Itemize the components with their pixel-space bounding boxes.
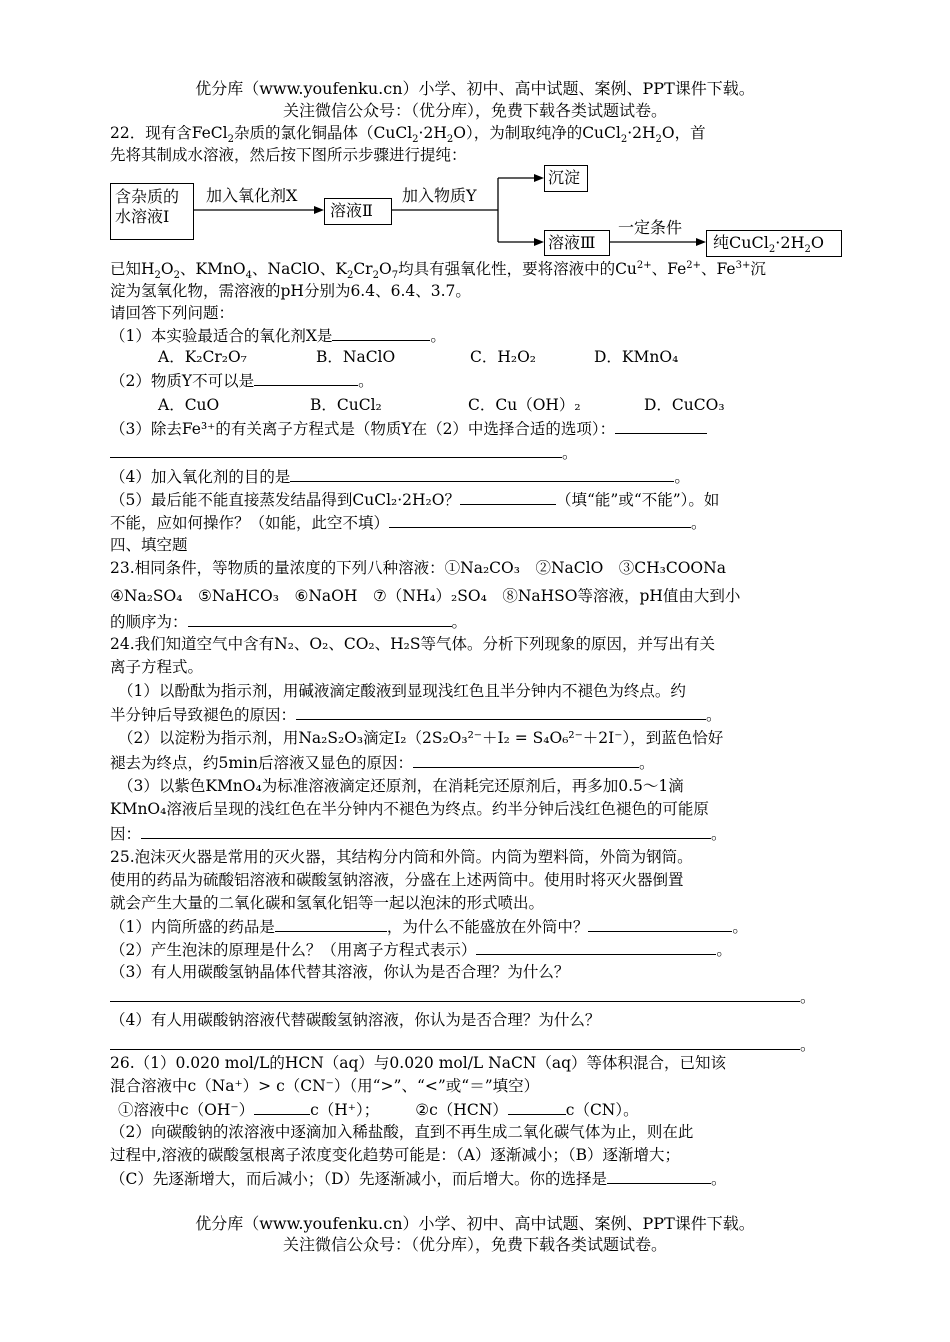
answer-blank[interactable]	[389, 512, 691, 528]
arrow-1-label: 加入氧化剂X	[206, 186, 298, 205]
flow-box-impure-solution: 含杂质的 水溶液Ⅰ	[110, 183, 194, 240]
answer-blank[interactable]	[607, 1168, 711, 1184]
answer-blank[interactable]	[254, 1099, 310, 1115]
q24-part-3-cont-2: 因： 。	[110, 825, 727, 843]
q25-part-3: （3）有人用碳酸氢钠晶体代替其溶液，你认为是否合理？为什么？	[110, 963, 570, 981]
q25-line-2: 使用的药品为硫酸铝溶液和碳酸氢钠溶液，分盛在上述两筒中。使用时将灭火器倒置	[110, 871, 684, 889]
answer-blank[interactable]	[460, 489, 556, 505]
arrow-up-head	[534, 174, 544, 182]
answer-blank[interactable]	[110, 1034, 800, 1050]
q22-part-3-cont: 。	[110, 442, 578, 463]
q26-line-1: 26.（1）0.020 mol/L的HCN（aq）与0.020 mol/L NaCN（aq）等体积混合，已知该	[110, 1054, 727, 1072]
arrow-3-label: 一定条件	[618, 218, 683, 237]
header-line-1: 优分库（www.youfenku.cn）小学、初中、高中试题、案例、PPT课件下载。	[195, 79, 755, 98]
answer-blank[interactable]	[615, 418, 707, 434]
q22-part-5-cont: 不能，应如何操作？（如能，此空不填） 。	[110, 514, 707, 532]
answer-blank[interactable]	[141, 823, 711, 839]
q22-answer-prompt: 请回答下列问题：	[110, 304, 235, 322]
footer-line-2: 关注微信公众号：（优分库），免费下载各类试题试卷。	[282, 1235, 667, 1254]
q24-line-1: 24.我们知道空气中含有N₂、O₂、CO₂、H₂S等气体。分析下列现象的原因，并写出有关	[110, 635, 715, 653]
arrow-1-head	[314, 206, 324, 214]
q22-known-line-1: 已知$H_2O_2$、KMnO$_4$、NaClO、$K_2Cr_2O_7$均具有强氧化性，要将溶液中的$Cu^{2+}$、$Fe^{2+}$、$Fe^{3+}$沉	[110, 259, 766, 282]
section-title: 四、填空题	[110, 536, 188, 554]
arrow-2-label: 加入物质Y	[402, 186, 477, 205]
q23-line-2: ④Na₂SO₄ ⑤NaHCO₃ ⑥NaOH ⑦（NH₄）₂SO₄ ⑧NaHSO等溶液，pH值由大到小	[110, 587, 741, 605]
q25-part-4: （4）有人用碳酸钠溶液代替碳酸氢钠溶液，你认为是否合理？为什么？	[110, 1011, 601, 1029]
q24-part-1: （1）以酚酞为指示剂，用碱液滴定酸液到显现浅红色且半分钟内不褪色为终点。约	[118, 682, 686, 700]
footer-line-1: 优分库（www.youfenku.cn）小学、初中、高中试题、案例、PPT课件下载。	[195, 1214, 755, 1233]
answer-blank[interactable]	[188, 611, 452, 627]
q22-part-4: （4）加入氧化剂的目的是 。	[110, 468, 690, 486]
q26-line-3: ①溶液中c（OH⁻） c（H⁺）； ②c（HCN） c（CN）。	[118, 1101, 639, 1119]
q26-line-2: 混合溶液中c（Na⁺）> c（CN⁻）（用“>”、“<”或“＝”填空）	[110, 1077, 540, 1095]
q25-line-3: 就会产生大量的二氧化碳和氢氧化铝等一起以泡沫的形式喷出。	[110, 894, 545, 912]
q26-part-2: （2）向碳酸钠的浓溶液中逐滴加入稀盐酸，直到不再生成二氧化碳气体为止，则在此	[110, 1123, 694, 1141]
q22-known-line-2: 淀为氢氧化物，需溶液的pH分别为6.4、6.4、3.7。	[110, 282, 471, 300]
answer-blank[interactable]	[110, 442, 562, 458]
arrow-down-head	[534, 238, 544, 246]
flow-box-solution-3: 溶液Ⅲ	[544, 230, 610, 256]
q24-part-3-cont: KMnO₄溶液后呈现的浅红色在半分钟内不褪色为终点。约半分钟后浅红色褪色的可能原	[110, 800, 709, 818]
flow-box-precipitate: 沉淀	[544, 165, 588, 192]
header-line-2: 关注微信公众号：（优分库），免费下载各类试题试卷。	[282, 101, 667, 120]
arrow-3-head	[696, 238, 706, 246]
q22-part-1: （1）本实验最适合的氧化剂X是 。	[110, 327, 446, 345]
q22-part-5: （5）最后能不能直接蒸发结晶得到CuCl₂·2H₂O？ （填“能”或“不能”）。如	[110, 491, 720, 509]
q25-part-3-answer: 。	[110, 986, 816, 1007]
flow-box-solution-2: 溶液Ⅱ	[324, 198, 392, 225]
answer-blank[interactable]	[508, 1099, 566, 1115]
q25-part-1: （1）内筒所盛的药品是 ，为什么不能盛放在外筒中？ 。	[110, 918, 748, 936]
answer-blank[interactable]	[296, 704, 706, 720]
q22-intro-line-1: 22．现有含FeCl$_2$杂质的氯化铜晶体$(CuCl_2\cdot 2H_2O)$，为制取纯净的$CuCl_2\cdot 2H_2O$，首	[110, 124, 706, 146]
answer-blank[interactable]	[110, 986, 800, 1002]
q22-part-3: （3）除去Fe³⁺的有关离子方程式是（物质Y在（2）中选择合适的选项）：	[110, 418, 707, 439]
flow-box-pure-product: 纯$CuCl_2\cdot 2H_2O$	[706, 230, 842, 257]
answer-blank[interactable]	[254, 370, 358, 386]
q24-part-3: （3）以紫色KMnO₄为标准溶液滴定还原剂，在消耗完还原剂后，再多加0.5～1滴	[118, 777, 684, 795]
answer-blank[interactable]	[413, 752, 639, 768]
q26-part-2-cont-2: （C）先逐渐增大，而后减小；（D）先逐渐减小，而后增大。你的选择是 。	[110, 1170, 727, 1188]
answer-blank[interactable]	[290, 466, 674, 482]
q24-line-2: 离子方程式。	[110, 658, 204, 676]
q22-part-2-options: A．CuO B．CuCl₂ C．Cu（OH）₂ D．CuCO₃	[158, 396, 725, 414]
q22-part-1-options: A．K₂Cr₂O₇ B．NaClO C．H₂O₂ D．KMnO₄	[158, 348, 679, 366]
q24-part-2: （2）以淀粉为指示剂，用Na₂S₂O₃滴定I₂（2S₂O₃²⁻＋I₂ = S₄O₆²⁻＋2I⁻），到蓝色恰好	[118, 729, 724, 747]
answer-blank[interactable]	[332, 325, 430, 341]
answer-blank[interactable]	[476, 939, 716, 955]
q25-part-2: （2）产生泡沫的原理是什么？（用离子方程式表示） 。	[110, 941, 732, 959]
q25-line-1: 25.泡沫灭火器是常用的灭火器，其结构分内筒和外筒。内筒为塑料筒，外筒为钢筒。	[110, 848, 693, 866]
q26-part-2-cont: 过程中,溶液的碳酸氢根离子浓度变化趋势可能是：（A）逐渐减小；（B）逐渐增大；	[110, 1146, 681, 1164]
q25-part-4-answer: 。	[110, 1034, 816, 1055]
q23-line-1: 23.相同条件，等物质的量浓度的下列八种溶液：①Na₂CO₃ ②NaClO ③CH₃COONa	[110, 559, 726, 577]
answer-blank[interactable]	[275, 916, 387, 932]
q24-part-2-cont: 褪去为终点，约5min后溶液又显色的原因： 。	[110, 754, 655, 772]
q23-line-3: 的顺序为： 。	[110, 613, 468, 631]
q22-intro-line-2: 先将其制成水溶液，然后按下图所示步骤进行提纯：	[110, 146, 467, 164]
q24-part-1-cont: 半分钟后导致褪色的原因： 。	[110, 706, 722, 724]
q22-part-2: （2）物质Y不可以是 。	[110, 372, 374, 390]
answer-blank[interactable]	[588, 916, 732, 932]
